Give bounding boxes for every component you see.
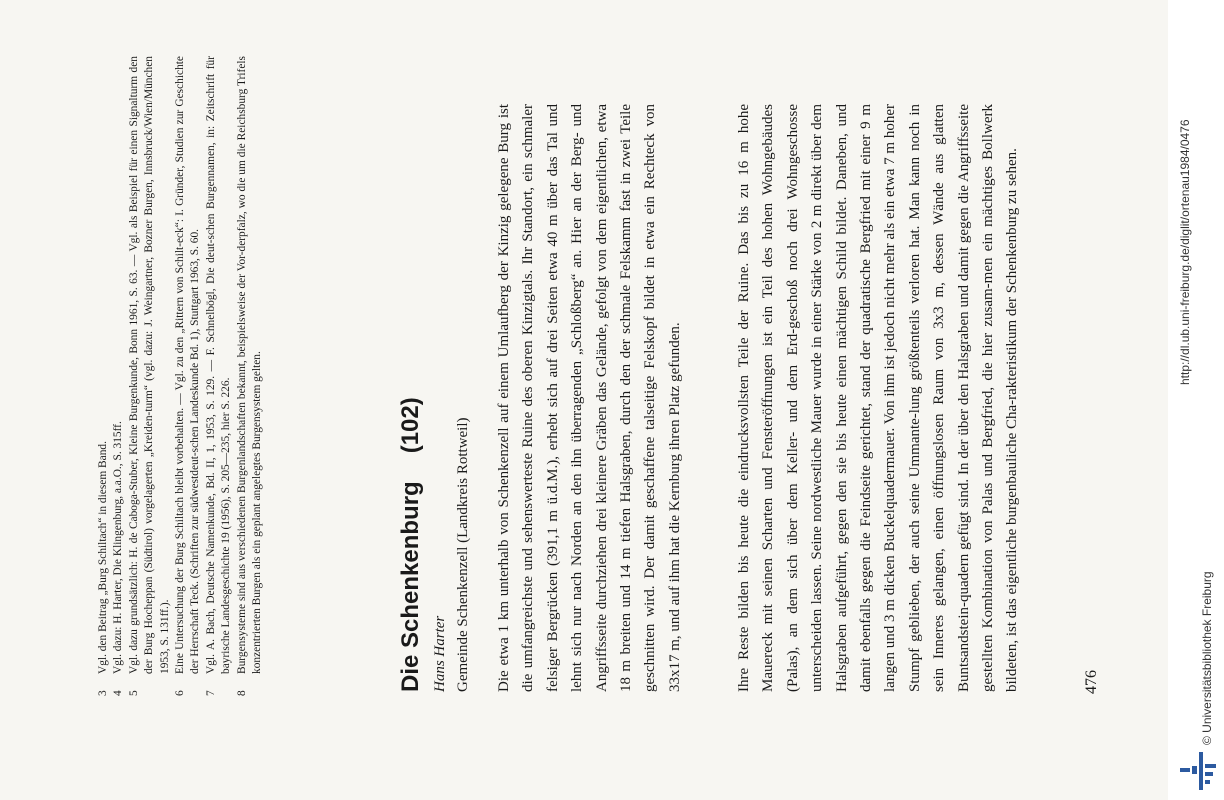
article-title: Die Schenkenburg	[397, 481, 424, 692]
article-author: Hans Harter	[432, 615, 448, 692]
footnote-text: Vgl. den Beitrag „Burg Schiltach“ in diesem Band.	[97, 441, 109, 674]
footnote-text: Vgl. A. Bach, Deutsche Namenkunde, Bd. II, 1, 1953, S. 129. — F. Schnelbögl, Die deut-schen Burgennamen, in: Zeitschrift für bayrische Landesgeschichte 19 (1956), S. 205—235, hier S. 226.	[204, 56, 233, 674]
archive-sidebar	[1168, 0, 1224, 800]
article-subtitle: Gemeinde Schenkenzell (Landkreis Rottweil)	[455, 417, 471, 692]
source-url-link[interactable]: http://dl.ub.uni-freiburg.de/diglit/ortenau1984/0476	[1178, 119, 1192, 385]
article-number: (102)	[397, 397, 424, 454]
footnote-text: Vgl. dazu: H. Harter, Die Klingenburg, a.a.O., S. 315ff.	[112, 421, 125, 674]
footnote-number: 5	[127, 690, 140, 696]
page-number: 476	[1083, 670, 1100, 694]
footnote	[111, 56, 126, 696]
footnote-text: Eine Untersuchung der Burg Schiltach bleibt vorbehalten. — Vgl. zu den „Rittern von Schilt-eck“: I. Gründer, Studien zur Geschichte der Herrschaft Teck. (Schriften zur südwestdeut-schen Landeskunde Bd. 1), Stuttgart 1963, S. 60.	[174, 56, 202, 674]
footnote-text: Burgensysteme sind aus verschiedenen Burgenlandschaften bekannt, beispielsweise der Vor-derpfalz, wo die um die Reichsburg Trifels konzentrierten Burgen als ein geplant angelegtes Burgensystem gelten.	[235, 56, 264, 674]
footnote	[204, 56, 235, 696]
footnote-number: 6	[174, 690, 187, 696]
article-heading	[396, 397, 426, 692]
footnote-number: 3	[97, 690, 109, 696]
footnote	[235, 56, 266, 696]
footnote	[96, 56, 111, 696]
footnote-text: Vgl. dazu grundsätzlich: H. de Caboga-Stuber, Kleine Burgenkunde, Bonn 1961, S. 63. — Vgl. als Beispiel für einen Signalturm den der Burg Hocheppan (Südtirol) vorgelagerten „Kreiden-turm“ (vgl. dazu: J. Weingartner, Bozner Burgen, Innsbruck/Wien/München 1953, S. 131ff.).	[127, 56, 171, 674]
footnote	[127, 56, 173, 696]
footnote-number: 8	[235, 690, 248, 696]
footnote	[173, 56, 204, 696]
footnote-number: 4	[112, 690, 125, 696]
copyright-notice: © Universitätsbibliothek Freiburg	[1200, 571, 1214, 745]
body-paragraph: Die etwa 1 km unterhalb von Schenkenzell auf einem Umlaufberg der Kinzig gelegene Burg ist die umfangreichste und sehenswerteste Ruine des oberen Kinzigtals. Ihr Standort, ein schmaler felsiger Bergrücken (391,1 m ü.d.M.), erhebt sich auf drei Seiten etwa 40 m über das Tal und lehnt sich nur nach Norden an den ihn überragenden „Schloßberg“ an. Hier an der Berg- und Angriffsseite durchziehen drei kleinere Gräben das Gelände, gefolgt von dem eigentlichen, etwa 18 m breiten und 14 m tiefen Halsgraben, durch den der schmale Felskamm fast in zwei Teile geschnitten wird. Der damit geschaffene talseitige Felskopf bildet in etwa ein Rechteck von 33x17 m, und auf ihm hat die Kernburg ihren Platz gefunden.	[496, 104, 683, 692]
sidebar-text	[1174, 5, 1218, 745]
body-paragraph: Ihre Reste bilden bis heute die eindrucksvollsten Teile der Ruine. Das bis zu 16 m hohe Mauereck mit seinen Scharten und Fensteröffnungen ist ein Teil des hohen Wohngebäudes (Palas), an dem sich über dem Keller- und dem Erd-geschoß noch drei Wohngeschosse unterscheiden lassen. Seine nordwestliche Mauer wurde in einer Stärke von 2 m direkt über dem Halsgraben aufgeführt, gegen den sie bis heute einen mächtigen Schild bildet. Daneben, und damit ebenfalls gegen die Feindseite gerichtet, stand der quadratische Bergfried mit einer 9 m langen und 3 m dicken Buckelquadermauer. Von ihm ist jedoch nicht mehr als ein etwa 7 m hoher Stumpf geblieben, der auch seine Ummante-lung größtenteils verloren hat. Man kann noch in sein Inneres gelangen, einen öffnungslosen Raum von 3x3 m, dessen Wände aus glatten Buntsandstein-quadern gefügt sind. In der über den Halsgraben und damit gegen die Angriffsseite gestellten Kombination von Palas und Bergfried, die hier zusam-men ein mächtiges Bollwerk bildeten, ist das eigentliche burgenbauliche Cha-rakteristikum der Schenkenburg zu sehen.	[736, 104, 1021, 692]
footnotes	[96, 56, 265, 696]
footnote-number: 7	[204, 690, 217, 696]
library-logo-icon	[1178, 750, 1218, 792]
